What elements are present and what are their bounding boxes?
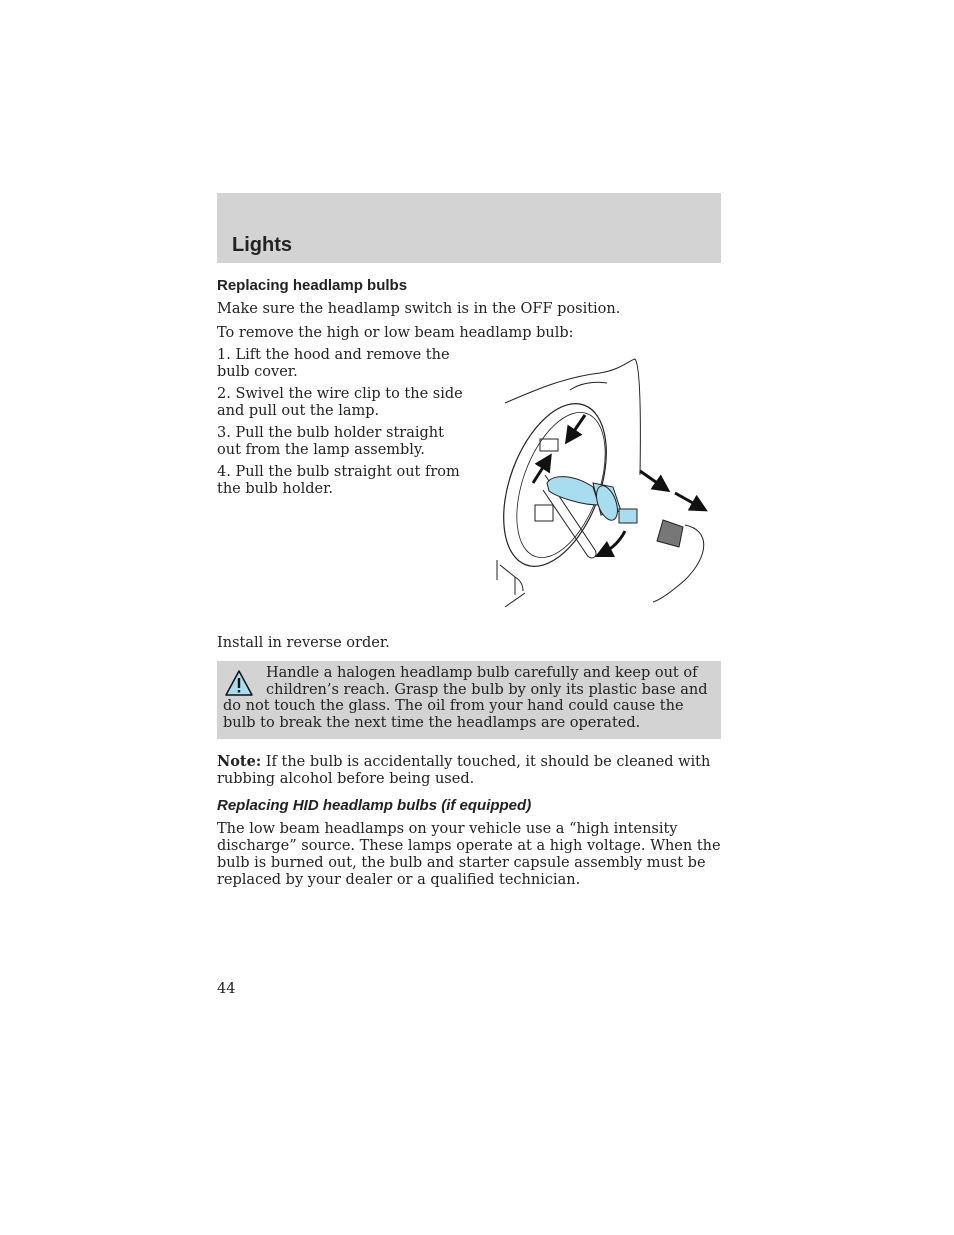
page-title: Lights: [232, 234, 292, 256]
note-paragraph: [217, 753, 727, 788]
header-band: [217, 193, 721, 263]
note-label: Note:: [217, 753, 262, 770]
warning-box: [217, 661, 721, 739]
step-2: 2. Swivel the wire clip to the side and pull out the lamp.: [217, 386, 463, 419]
section-heading-hid: Replacing HID headlamp bulbs (if equipped): [217, 797, 532, 814]
intro-paragraph-1: Make sure the headlamp switch is in the OFF position.: [217, 301, 621, 317]
hid-paragraph: The low beam headlamps on your vehicle use a “high intensity discharge” source. These lamps operate at a high voltage. When the bulb is burned out, the bulb and starter capsule assembly must be replaced by your dealer or a qualified technician.: [217, 821, 721, 888]
note-text: If the bulb is accidentally touched, it should be cleaned with rubbing alcohol before being used.: [217, 754, 711, 787]
step-3: 3. Pull the bulb holder straight out from the lamp assembly.: [217, 425, 444, 458]
headlamp-bulb-illustration: [495, 355, 720, 613]
warning-text: Handle a halogen headlamp bulb carefully and keep out of children’s reach. Grasp the bulb by only its plastic base and do not touch the glass. The oil from your hand could cause the bulb to break the next time the headlamps are operated.: [223, 665, 708, 731]
page-number: 44: [217, 981, 236, 997]
intro-paragraph-2: To remove the high or low beam headlamp bulb:: [217, 325, 574, 341]
install-note: Install in reverse order.: [217, 635, 390, 651]
section-heading-headlamp: Replacing headlamp bulbs: [217, 277, 408, 294]
step-1: 1. Lift the hood and remove the bulb cover.: [217, 347, 450, 380]
step-4: 4. Pull the bulb straight out from the bulb holder.: [217, 464, 460, 497]
